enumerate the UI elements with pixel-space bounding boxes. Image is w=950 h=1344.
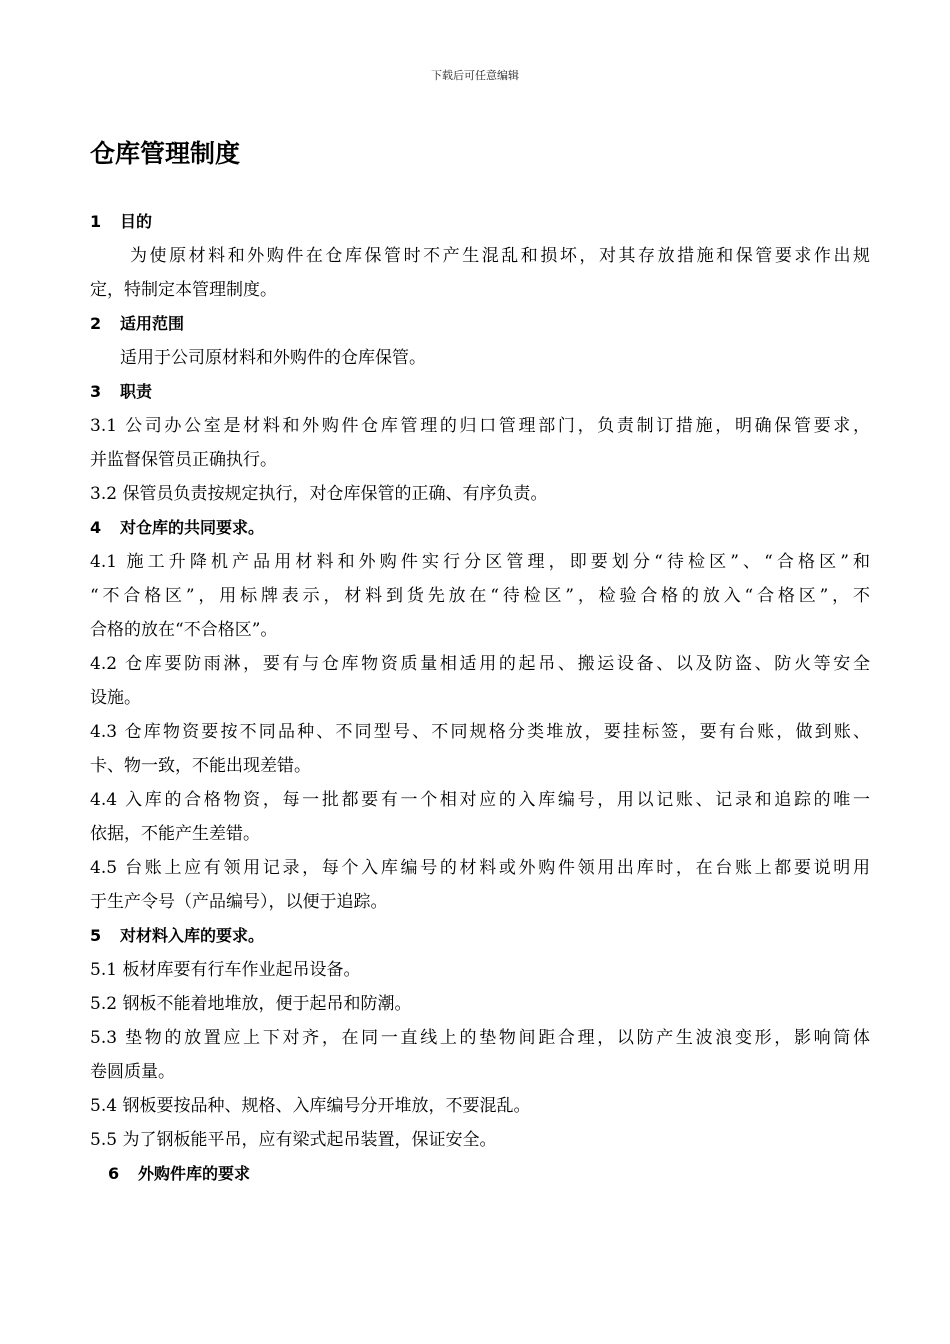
paragraph-line: 适用于公司原材料和外购件的仓库保管。 [120,348,426,368]
paragraph-line: 5.2 钢板不能着地堆放，便于起吊和防潮。 [90,994,412,1014]
paragraph-line: “不合格区”，用标牌表示，材料到货先放在“待检区”，检验合格的放入“合格区”，不 [90,586,870,606]
paragraph-line: 4.1 施工升降机产品用材料和外购件实行分区管理，即要划分“待检区”、“合格区”和 [90,552,870,572]
paragraph-line: 合格的放在“不合格区”。 [90,620,278,640]
section-number: 4 [90,518,102,537]
paragraph-line: 4.5 台账上应有领用记录，每个入库编号的材料或外购件领用出库时，在台账上都要说明用 [90,858,870,878]
section-number: 1 [90,212,102,231]
paragraph-line: 并监督保管员正确执行。 [90,450,277,470]
section-title: 对材料入库的要求。 [120,926,265,945]
section-heading [90,375,870,409]
section-number: 6 [108,1164,120,1183]
paragraph-line: 卡、物一致，不能出现差错。 [90,756,311,776]
section-title: 目的 [120,212,153,231]
paragraph-line: 依据，不能产生差错。 [90,824,260,844]
section-title: 对仓库的共同要求。 [120,518,265,537]
paragraph-line: 5.5 为了钢板能平吊，应有梁式起吊装置，保证安全。 [90,1130,497,1150]
section-heading [90,511,870,545]
paragraph-line: 4.2 仓库要防雨淋，要有与仓库物资质量相适用的起吊、搬运设备、以及防盗、防火等安全 [90,654,870,674]
document-body [90,205,870,1191]
section-heading [90,205,870,239]
paragraph-line: 于生产令号（产品编号），以便于追踪。 [90,892,388,912]
section-title: 适用范围 [120,314,185,333]
paragraph-line: 设施。 [90,688,141,708]
page-header: 下载后可任意编辑 [431,69,519,82]
section-heading [90,919,870,953]
paragraph-line: 定，特制定本管理制度。 [90,280,277,300]
paragraph-line: 5.3 垫物的放置应上下对齐，在同一直线上的垫物间距合理，以防产生波浪变形，影响筒体 [90,1028,870,1048]
paragraph-line: 3.2 保管员负责按规定执行，对仓库保管的正确、有序负责。 [90,484,548,504]
section-heading [90,1157,870,1191]
paragraph-line: 4.4 入库的合格物资，每一批都要有一个相对应的入库编号，用以记账、记录和追踪的唯一 [90,790,870,810]
section-number: 5 [90,926,102,945]
paragraph-line: 5.4 钢板要按品种、规格、入库编号分开堆放，不要混乱。 [90,1096,531,1116]
paragraph-line: 为使原材料和外购件在仓库保管时不产生混乱和损坏，对其存放措施和保管要求作出规 [130,246,870,266]
page-title: 仓库管理制度 [90,139,241,168]
section-number: 2 [90,314,102,333]
section-title: 外购件库的要求 [138,1164,251,1183]
paragraph-line: 3.1 公司办公室是材料和外购件仓库管理的归口管理部门，负责制订措施，明确保管要求， [90,416,870,436]
section-heading [90,307,870,341]
paragraph-line: 4.3 仓库物资要按不同品种、不同型号、不同规格分类堆放，要挂标签，要有台账，做到账、 [90,722,870,742]
section-number: 3 [90,382,102,401]
paragraph-line: 5.1 板材库要有行车作业起吊设备。 [90,960,361,980]
paragraph-line: 卷圆质量。 [90,1062,175,1082]
section-title: 职责 [120,382,153,401]
